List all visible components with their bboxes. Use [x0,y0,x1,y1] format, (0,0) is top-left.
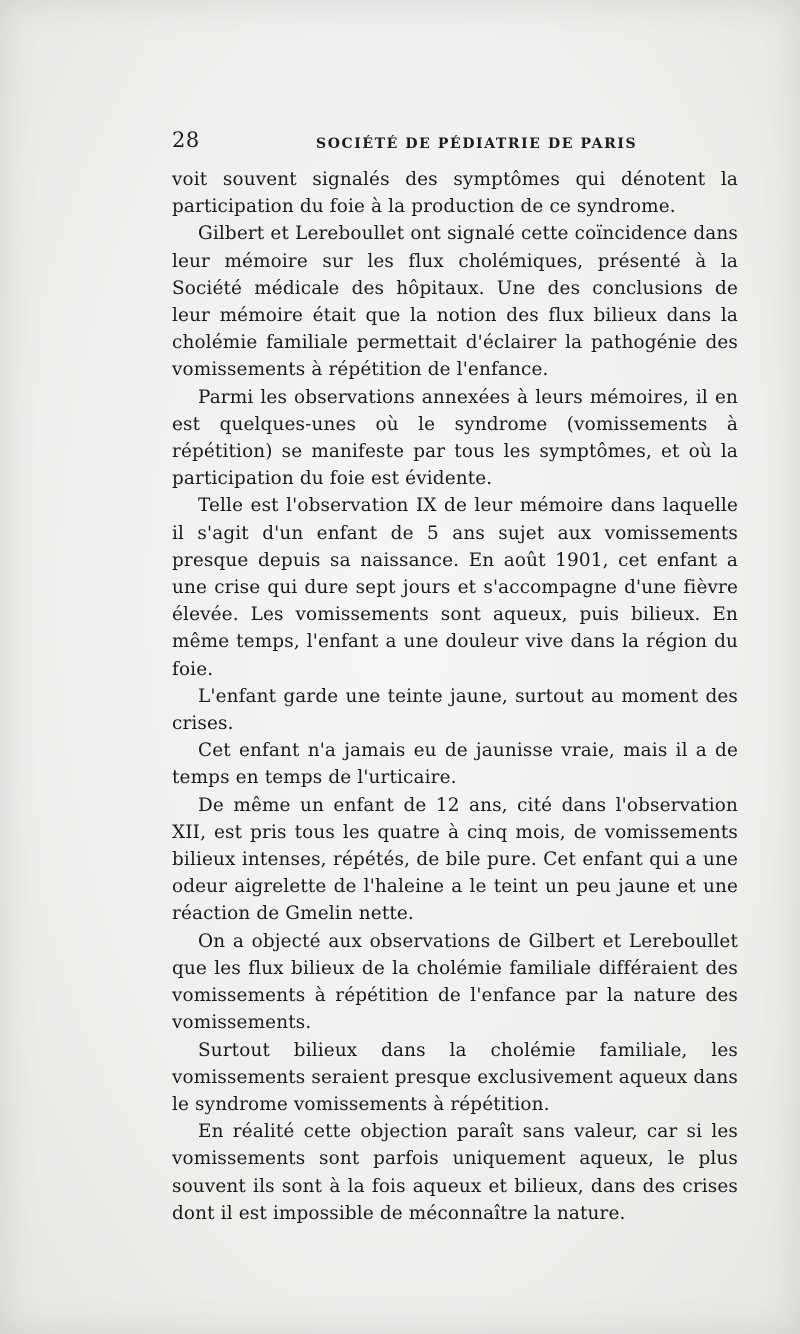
paragraph: On a objecté aux observations de Gilbert et Lereboullet que les flux bilieux de la cholémie familiale différaient des vomissements à répétition de l'enfance par la nature des vomissements. [172,930,738,1034]
paragraph: En réalité cette objection paraît sans valeur, car si les vomissements sont parfois uniquement aqueux, le plus souvent ils sont à la fois aqueux et bilieux, dans des crises dont il est impossible de méconnaître la nature. [172,1121,738,1224]
paragraph: voit souvent signalés des symptômes qui dénotent la participation du foie à la production de ce syndrome. [172,169,738,218]
body-text [172,166,738,1227]
paragraph: L'enfant garde une teinte jaune, surtout au moment des crises. [172,685,738,735]
paragraph: De même un enfant de 12 ans, cité dans l'observation XII, est pris tous les quatre à cinq mois, de vomissements bilieux intenses, répétés, de bile pure. Cet enfant qui a une odeur aigrelette de l'haleine a le teint un peu jaune et une réaction de Gmelin nette. [172,794,738,925]
page-number: 28 [172,128,200,152]
paragraph: Cet enfant n'a jamais eu de jaunisse vraie, mais il a de temps en temps de l'urticaire. [172,740,738,789]
page-header [172,128,732,158]
running-head: SOCIÉTÉ DE PÉDIATRIE DE PARIS [316,136,638,152]
paragraph: Gilbert et Lereboullet ont signalé cette coïncidence dans leur mémoire sur les flux cholémiques, présenté à la Société médicale des hôpitaux. Une des conclusions de leur mémoire était que la notion des flux bilieux dans la cholémie familiale permettait d'éclairer la pathogénie des vomissements à répétition de l'enfance. [172,223,738,381]
paragraph: Surtout bilieux dans la cholémie familiale, les vomissements seraient presque exclusivement aqueux dans le syndrome vomissements à répétition. [172,1039,738,1115]
paragraph: Parmi les observations annexées à leurs mémoires, il en est quelques-unes où le syndrome (vomissements à répétition) se manifeste par tous les symptômes, et où la participation du foie est évidente. [172,386,738,490]
paragraph: Telle est l'observation IX de leur mémoire dans laquelle il s'agit d'un enfant de 5 ans sujet aux vomissements presque depuis sa naissance. En août 1901, cet enfant a une crise qui dure sept jours et s'accompagne d'une fièvre élevée. Les vomissements sont aqueux, puis bilieux. En même temps, l'enfant a une douleur vive dans la région du foie. [172,495,738,680]
